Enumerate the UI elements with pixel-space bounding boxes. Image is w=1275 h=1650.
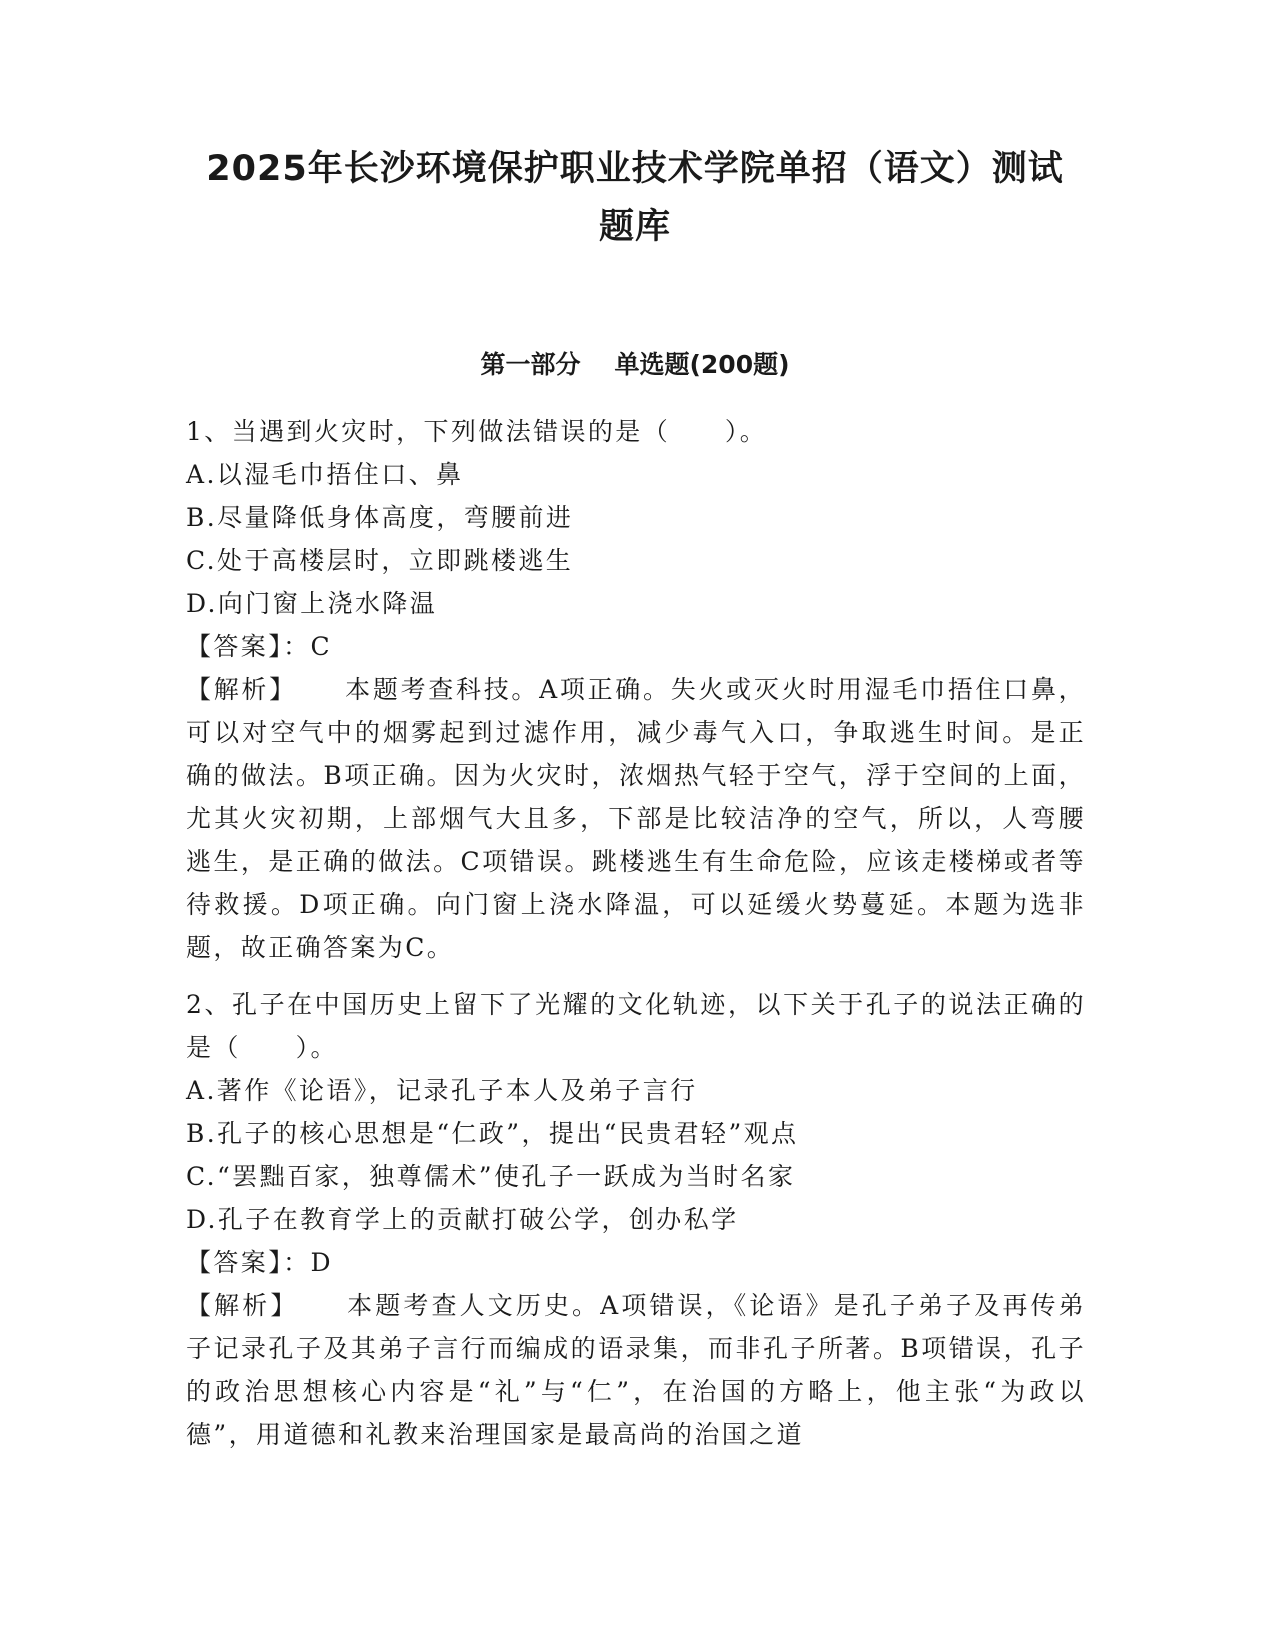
question-stem: 2、孔子在中国历史上留下了光耀的文化轨迹，以下关于孔子的说法正确的是（ ）。	[186, 990, 1086, 1062]
answer-line: 【答案】：D	[186, 1248, 333, 1277]
section-heading	[180, 348, 1090, 382]
option-a: A.以湿毛巾捂住口、鼻	[186, 460, 464, 489]
answer-line: 【答案】：C	[186, 632, 333, 661]
option-b: B.尽量降低身体高度，弯腰前进	[186, 503, 574, 532]
analysis-text: 本题考查人文历史。A项错误，《论语》是孔子弟子及再传弟子记录孔子及其弟子言行而编成的语录集，而非孔子所著。B项错误，孔子的政治思想核心内容是“礼”与“仁”，在治国的方略上，他主张“为政以德”，用道德和礼教来治理国家是最高尚的治国之道	[186, 1291, 1086, 1449]
analysis-label: 【解析】	[186, 1291, 299, 1320]
analysis-paragraph	[186, 668, 1086, 969]
section-name: 单选题(200题)	[614, 350, 790, 379]
option-c: C.“罢黜百家，独尊儒术”使孔子一跃成为当时名家	[186, 1162, 796, 1191]
question-item-2	[186, 983, 1086, 1456]
option-b: B.孔子的核心思想是“仁政”，提出“民贵君轻”观点	[186, 1119, 799, 1148]
analysis-label: 【解析】	[186, 675, 297, 704]
option-c: C.处于高楼层时，立即跳楼逃生	[186, 546, 574, 575]
document-title	[180, 140, 1090, 256]
document-title-line-1: 2025年长沙环境保护职业技术学院单招（语文）测试	[206, 149, 1064, 189]
analysis-paragraph	[186, 1284, 1086, 1456]
question-list	[186, 410, 1086, 1470]
analysis-text: 本题考查科技。A项正确。失火或灭火时用湿毛巾捂住口鼻，可以对空气中的烟雾起到过滤作用，减少毒气入口，争取逃生时间。是正确的做法。B项正确。因为火灾时，浓烟热气轻于空气，浮于空间的上面，尤其火灾初期，上部烟气大且多，下部是比较洁净的空气，所以，人弯腰逃生，是正确的做法。C项错误。跳楼逃生有生命危险，应该走楼梯或者等待救援。D项正确。向门窗上浇水降温，可以延缓火势蔓延。本题为选非题，故正确答案为C。	[186, 675, 1087, 962]
section-part: 第一部分	[480, 350, 581, 379]
question-stem: 1、当遇到火灾时，下列做法错误的是（ ）。	[186, 417, 768, 446]
option-d: D.向门窗上浇水降温	[186, 589, 438, 618]
option-d: D.孔子在教育学上的贡献打破公学，创办私学	[186, 1205, 739, 1234]
question-item-1	[186, 410, 1086, 969]
document-title-line-2: 题库	[598, 207, 671, 247]
option-a: A.著作《论语》，记录孔子本人及弟子言行	[186, 1076, 698, 1105]
